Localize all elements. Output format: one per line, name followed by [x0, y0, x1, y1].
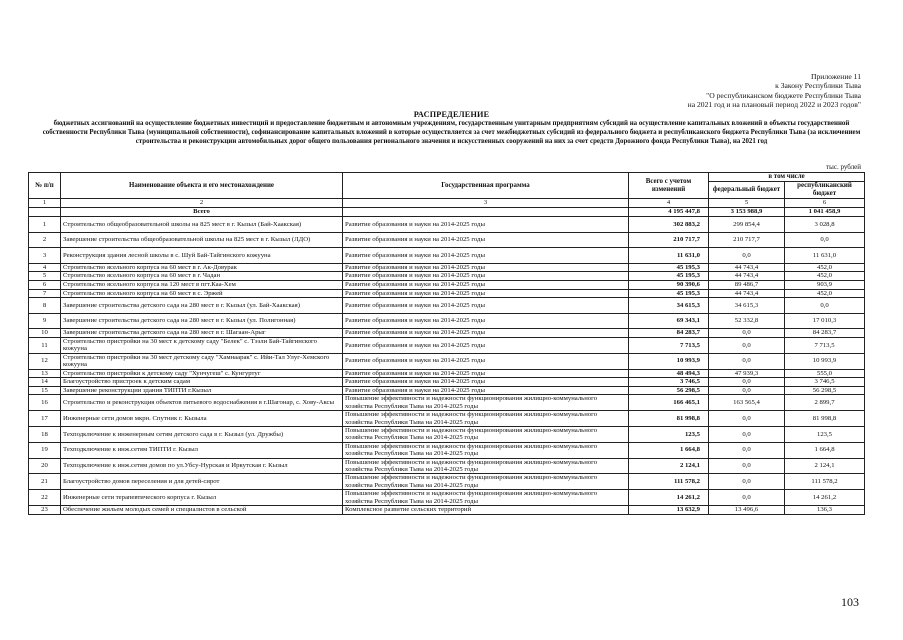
row-total: 81 998,8: [629, 411, 709, 427]
row-number: 23: [29, 506, 61, 515]
row-total: 10 993,9: [629, 353, 709, 369]
row-program: Развитие образования и науки на 2014-2025 годы: [343, 313, 629, 329]
row-federal: 0,0: [709, 329, 785, 338]
table-row: [29, 337, 865, 353]
row-object-name: Строительство пристройки к детскому саду "Хунчугеш" с. Кунгуртуг: [61, 369, 343, 378]
row-object-name: Завершение строительства детского сада на 280 мест в г. Кызыл (ул. Полигонная): [61, 313, 343, 329]
row-program: Повышение эффективности и надежности функционирования жилищно-коммунального хозяйства Республики Тыва на 2014-2025 годы: [343, 490, 629, 506]
row-total: 45 195,3: [629, 289, 709, 298]
row-federal: 210 717,7: [709, 232, 785, 248]
row-number: 11: [29, 337, 61, 353]
row-program: Развитие образования и науки на 2014-2025 годы: [343, 248, 629, 264]
row-object-name: Завершение реконструкции здания ТИПТИ г.Кызыл: [61, 386, 343, 395]
row-republic: 555,0: [785, 369, 865, 378]
appendix-line: на 2021 год и на плановый период 2022 и 2023 годов": [687, 99, 861, 109]
header-program: Государственная программа: [343, 173, 629, 199]
row-program: Развитие образования и науки на 2014-2025 годы: [343, 378, 629, 387]
table-row: [29, 313, 865, 329]
row-number: 3: [29, 248, 61, 264]
row-republic: 17 010,3: [785, 313, 865, 329]
row-object-name: Реконструкция здания лесной школы в с. Шуй Бай-Тайгинского кожууна: [61, 248, 343, 264]
row-object-name: Строительство ясельного корпуса на 60 мест в с. Эржей: [61, 289, 343, 298]
row-total: 1 664,8: [629, 442, 709, 458]
row-total: 48 494,3: [629, 369, 709, 378]
row-number: 20: [29, 458, 61, 474]
page-number: 103: [841, 595, 859, 609]
row-program: Развитие образования и науки на 2014-2025 годы: [343, 298, 629, 314]
table-row: [29, 369, 865, 378]
row-program: Повышение эффективности и надежности функционирования жилищно-коммунального хозяйства Республики Тыва на 2014-2025 годы: [343, 458, 629, 474]
row-program: Развитие образования и науки на 2014-2025 годы: [343, 272, 629, 281]
table-row: [29, 411, 865, 427]
row-object-name: Инженерные сети терапевтического корпуса г. Кызыл: [61, 490, 343, 506]
row-program: Развитие образования и науки на 2014-2025 годы: [343, 289, 629, 298]
row-federal: 89 486,7: [709, 280, 785, 289]
table-row: [29, 395, 865, 411]
header-federal: федеральный бюджет: [709, 182, 785, 199]
row-federal: 0,0: [709, 353, 785, 369]
row-program: Развитие образования и науки на 2014-2025 годы: [343, 386, 629, 395]
row-object-name: Строительство ясельного корпуса на 120 мест в пгт.Каа-Хем: [61, 280, 343, 289]
row-number: 15: [29, 386, 61, 395]
total-program-cell: [343, 208, 629, 217]
row-republic: 111 578,2: [785, 474, 865, 490]
row-number: 8: [29, 298, 61, 314]
table-row: [29, 263, 865, 272]
row-number: 2: [29, 232, 61, 248]
row-republic: 7 713,5: [785, 337, 865, 353]
row-republic: 14 261,2: [785, 490, 865, 506]
row-total: 210 717,7: [629, 232, 709, 248]
row-republic: 2 124,1: [785, 458, 865, 474]
row-republic: 3 746,5: [785, 378, 865, 387]
table-row: [29, 506, 865, 515]
row-program: Развитие образования и науки на 2014-2025 годы: [343, 280, 629, 289]
row-object-name: Техподключение к инж.сетям ТИПТИ г. Кызыл: [61, 442, 343, 458]
row-number: 9: [29, 313, 61, 329]
row-object-name: Строительство общеобразовательной школы на 825 мест в г. Кызыл (Бай-Хаакская): [61, 217, 343, 233]
row-republic: 81 998,8: [785, 411, 865, 427]
allocation-table: [28, 172, 865, 515]
row-program: Повышение эффективности и надежности функционирования жилищно-коммунального хозяйства Республики Тыва на 2014-2025 годы: [343, 426, 629, 442]
row-federal: 44 743,4: [709, 289, 785, 298]
row-total: 56 298,5: [629, 386, 709, 395]
row-federal: 0,0: [709, 386, 785, 395]
row-federal: 0,0: [709, 426, 785, 442]
row-federal: 0,0: [709, 378, 785, 387]
row-number: 4: [29, 263, 61, 272]
row-number: 17: [29, 411, 61, 427]
appendix-line: к Закону Республики Тыва: [775, 81, 861, 91]
row-program: Повышение эффективности и надежности функционирования жилищно-коммунального хозяйства Республики Тыва на 2014-2025 годы: [343, 442, 629, 458]
row-republic: 2 899,7: [785, 395, 865, 411]
units-label: тыс. рублей: [826, 163, 861, 171]
row-federal: 13 496,6: [709, 506, 785, 515]
row-total: 7 713,5: [629, 337, 709, 353]
row-federal: 52 332,8: [709, 313, 785, 329]
row-total: 302 883,2: [629, 217, 709, 233]
table-body: [29, 199, 865, 515]
row-number: 13: [29, 369, 61, 378]
row-federal: 299 854,4: [709, 217, 785, 233]
row-object-name: Обеспечение жильем молодых семей и специалистов в сельской: [61, 506, 343, 515]
row-total: 14 261,2: [629, 490, 709, 506]
row-federal: 47 939,3: [709, 369, 785, 378]
row-republic: 10 993,9: [785, 353, 865, 369]
row-number: 22: [29, 490, 61, 506]
row-number: 6: [29, 280, 61, 289]
row-total: 45 195,3: [629, 263, 709, 272]
row-program: Повышение эффективности и надежности функционирования жилищно-коммунального хозяйства Республики Тыва на 2014-2025 годы: [343, 474, 629, 490]
row-number: 18: [29, 426, 61, 442]
row-total: 45 195,3: [629, 272, 709, 281]
row-program: Развитие образования и науки на 2014-2025 годы: [343, 217, 629, 233]
row-program: Развитие образования и науки на 2014-2025 годы: [343, 337, 629, 353]
row-number: 21: [29, 474, 61, 490]
row-number: 10: [29, 329, 61, 338]
row-program: Развитие образования и науки на 2014-2025 годы: [343, 232, 629, 248]
row-object-name: Строительство пристройки на 30 мест детскому саду "Хамнаарак" с. Ийи-Тал Улуг-Хемского кожууна: [61, 353, 343, 369]
row-total: 166 465,1: [629, 395, 709, 411]
row-object-name: Техподключение к инж.сетям домов по ул.Убсу-Нурская и Иркутская г. Кызыл: [61, 458, 343, 474]
row-republic: 452,0: [785, 289, 865, 298]
row-program: Повышение эффективности и надежности функционирования жилищно-коммунального хозяйства Республики Тыва на 2014-2025 годы: [343, 395, 629, 411]
table-row: [29, 289, 865, 298]
row-federal: 0,0: [709, 474, 785, 490]
row-program: Развитие образования и науки на 2014-2025 годы: [343, 369, 629, 378]
row-republic: 452,0: [785, 263, 865, 272]
row-federal: 0,0: [709, 411, 785, 427]
total-label: Всего: [61, 208, 343, 217]
row-republic: 0,0: [785, 232, 865, 248]
row-object-name: Строительство ясельного корпуса на 60 мест в г. Чадан: [61, 272, 343, 281]
row-republic: 903,9: [785, 280, 865, 289]
row-total: 3 746,5: [629, 378, 709, 387]
row-republic: 3 028,8: [785, 217, 865, 233]
column-number: 6: [785, 199, 865, 208]
row-object-name: Строительство пристройки на 30 мест к детскому саду "Белек" с. Тээли Бай-Тайгинского кожууна: [61, 337, 343, 353]
row-program: Развитие образования и науки на 2014-2025 годы: [343, 263, 629, 272]
row-republic: 452,0: [785, 272, 865, 281]
row-number: 1: [29, 217, 61, 233]
table-row: [29, 272, 865, 281]
table-row: [29, 458, 865, 474]
table-row: [29, 217, 865, 233]
row-object-name: Строительство ясельного корпуса на 60 мест в г. Ак-Довурак: [61, 263, 343, 272]
row-total: 13 632,9: [629, 506, 709, 515]
table-row: [29, 353, 865, 369]
document-subtitle: бюджетных ассигнований на осуществление бюджетных инвестиций и предоставление бюджетным и автономным учреждениям, государственным унитарным предприятиям субсидий на осуществление капитальных вложений в объекты государственной собственности Республики Тыва (муниципальной собственности), софинансирование капитальных вложений в которые осуществляется за счет межбюджетных субсидий из федерального бюджета и республиканского бюджета Республики Тыва (за исключением строительства и реконструкции автомобильных дорог общего пользования регионального значения и искусственных сооружений на них за счет средств Дорожного фонда Республики Тыва), на 2021 год: [42, 120, 861, 145]
row-object-name: Завершение строительства общеобразовательной школы на 825 мест в г. Кызыл (ЛДО): [61, 232, 343, 248]
row-federal: 163 565,4: [709, 395, 785, 411]
row-federal: 44 743,4: [709, 272, 785, 281]
header-name: Наименование объекта и его местонахождение: [61, 173, 343, 199]
row-program: Повышение эффективности и надежности функционирования жилищно-коммунального хозяйства Республики Тыва на 2014-2025 годы: [343, 411, 629, 427]
total-row: [29, 208, 865, 217]
row-object-name: Завершение строительства детского сада на 280 мест в г. Кызыл (ул. Бай-Хаакская): [61, 298, 343, 314]
table-row: [29, 378, 865, 387]
column-number: 5: [709, 199, 785, 208]
row-federal: 34 615,3: [709, 298, 785, 314]
row-republic: 123,5: [785, 426, 865, 442]
row-number: 12: [29, 353, 61, 369]
appendix-line: Приложение 11: [811, 72, 861, 81]
row-number: 16: [29, 395, 61, 411]
row-total: 90 390,6: [629, 280, 709, 289]
total-federal: 3 153 988,9: [709, 208, 785, 217]
table-row: [29, 386, 865, 395]
table-row: [29, 280, 865, 289]
table-row: [29, 232, 865, 248]
column-number-row: [29, 199, 865, 208]
table-row: [29, 248, 865, 264]
document-title: РАСПРЕДЕЛЕНИЕ: [413, 110, 490, 119]
table-row: [29, 329, 865, 338]
row-number: 7: [29, 289, 61, 298]
table-row: [29, 298, 865, 314]
table-row: [29, 490, 865, 506]
row-total: 84 283,7: [629, 329, 709, 338]
row-program: Комплексное развитие сельских территорий: [343, 506, 629, 515]
row-federal: 44 743,4: [709, 263, 785, 272]
table-row: [29, 426, 865, 442]
row-total: 69 343,1: [629, 313, 709, 329]
row-federal: 0,0: [709, 490, 785, 506]
row-federal: 0,0: [709, 458, 785, 474]
header-republic: республиканский бюджет: [785, 182, 865, 199]
row-total: 123,5: [629, 426, 709, 442]
row-object-name: Благоустройство домов переселения и для детей-сирот: [61, 474, 343, 490]
row-object-name: Строительство и реконструкция объектов питьевого водоснабжения в г.Шагонар, с. Хову-Аксы: [61, 395, 343, 411]
row-total: 11 631,0: [629, 248, 709, 264]
row-republic: 11 631,0: [785, 248, 865, 264]
row-republic: 56 298,5: [785, 386, 865, 395]
appendix-line: "О республиканском бюджете Республики Тыва: [706, 90, 861, 100]
column-number: 2: [61, 199, 343, 208]
row-federal: 0,0: [709, 337, 785, 353]
row-republic: 0,0: [785, 298, 865, 314]
header-including: в том числе: [709, 173, 865, 182]
row-program: Развитие образования и науки на 2014-2025 годы: [343, 353, 629, 369]
row-object-name: Завершение строительства детского сада на 280 мест в г. Шагаан-Арыг: [61, 329, 343, 338]
row-object-name: Благоустройство пристроек к детским садам: [61, 378, 343, 387]
column-number: 4: [629, 199, 709, 208]
header-num: № п/п: [29, 173, 61, 199]
column-number: 3: [343, 199, 629, 208]
row-federal: 0,0: [709, 442, 785, 458]
row-total: 111 578,2: [629, 474, 709, 490]
row-republic: 1 664,8: [785, 442, 865, 458]
header-total: Всего с учетом изменений: [629, 173, 709, 199]
row-total: 2 124,1: [629, 458, 709, 474]
row-number: 5: [29, 272, 61, 281]
total-num-cell: [29, 208, 61, 217]
table-row: [29, 474, 865, 490]
row-republic: 136,3: [785, 506, 865, 515]
row-object-name: Инженерные сети домов мкрн. Спутник г. Кызыла: [61, 411, 343, 427]
row-republic: 84 283,7: [785, 329, 865, 338]
row-total: 34 615,3: [629, 298, 709, 314]
row-number: 19: [29, 442, 61, 458]
total-sum: 4 195 447,8: [629, 208, 709, 217]
row-object-name: Техподключение к инженерным сетям детского сада в г. Кызыл (ул. Дружбы): [61, 426, 343, 442]
row-program: Развитие образования и науки на 2014-2025 годы: [343, 329, 629, 338]
row-federal: 0,0: [709, 248, 785, 264]
row-number: 14: [29, 378, 61, 387]
appendix-note: [688, 72, 861, 109]
total-republic: 1 041 458,9: [785, 208, 865, 217]
table-row: [29, 442, 865, 458]
column-number: 1: [29, 199, 61, 208]
